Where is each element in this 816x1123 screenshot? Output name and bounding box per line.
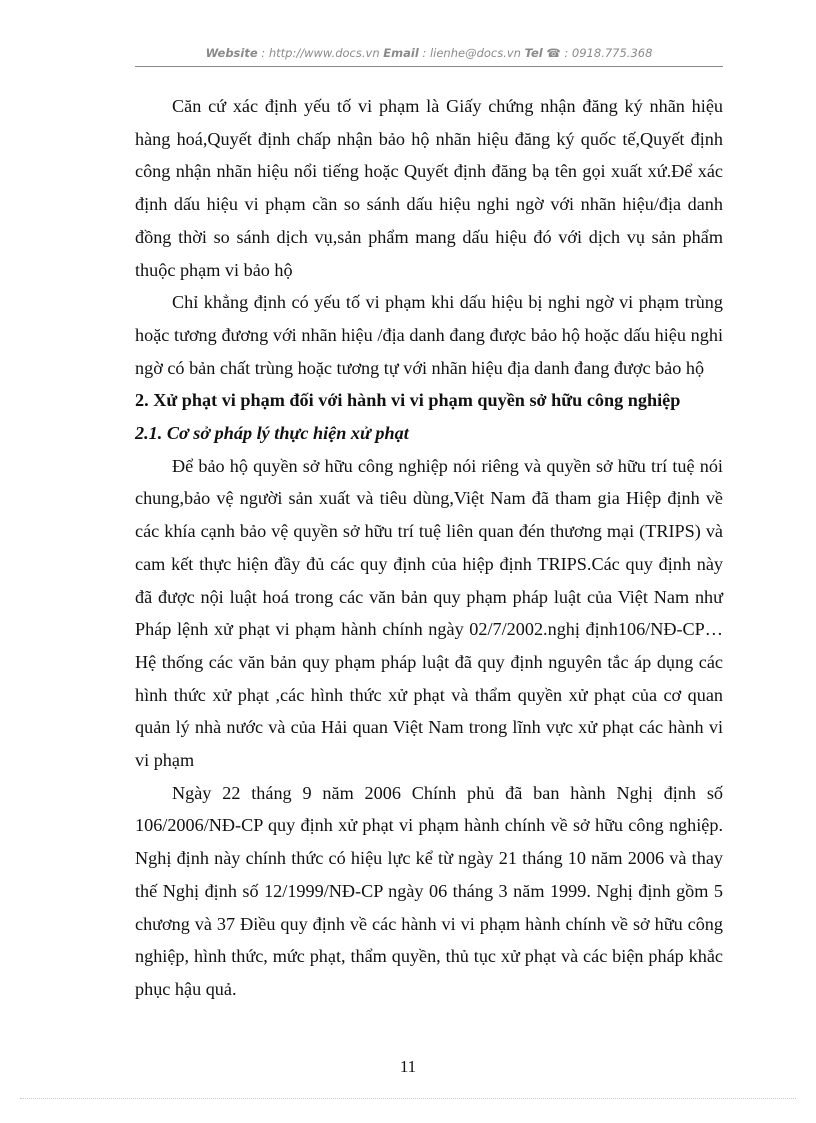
tel-label: Tel [524,46,543,60]
email-label: Email [383,46,419,60]
email-value: lienhe@docs.vn [429,46,521,60]
email-separator: : [418,46,430,60]
section-2-1-heading: 2.1. Cơ sở pháp lý thực hiện xử phạt [135,423,409,444]
website-url: http://www.docs.vn [268,46,380,60]
paragraph-4: Ngày 22 tháng 9 năm 2006 Chính phủ đã ban hành Nghị định số 106/2006/NĐ-CP quy định xử phạt vi phạm hành chính về sở hữu công nghiệp. Nghị định này chính thức có hiệu lực kể từ ngày 21 tháng 10 năm 2006 và thay thế Nghị định số 12/1999/NĐ-CP ngày 06 tháng 3 năm 1999. Nghị định gồm 5 chương và 37 Điều quy định về các hành vi vi phạm hành chính về sở hữu công nghiệp, hình thức, mức phạt, thẩm quyền, thủ tục xử phạt và các biện pháp khắc phục hậu quả. [135,782,723,999]
website-label: Website [205,46,258,60]
phone-icon: ☎ : [542,46,572,60]
page-header [135,46,723,60]
paragraph-2: Chỉ khẳng định có yếu tố vi phạm khi dấu hiệu bị nghi ngờ vi phạm trùng hoặc tương đương với nhãn hiệu /địa danh đang được bảo hộ hoặc dấu hiệu nghi ngờ có bản chất trùng hoặc tương tự với nhãn hiệu địa danh đang được bảo hộ [135,292,723,378]
document-body [135,90,723,1006]
paragraph-1: Căn cứ xác định yếu tố vi phạm là Giấy chứng nhận đăng ký nhãn hiệu hàng hoá,Quyết định chấp nhận bảo hộ nhãn hiệu đăng ký quốc tế,Quyết định công nhận nhãn hiệu nổi tiếng hoặc Quyết định đăng bạ tên gọi xuất xứ.Để xác định dấu hiệu vi phạm cần so sánh dấu hiệu nghi ngờ với nhãn hiệu/địa danh đồng thời so sánh dịch vụ,sản phẩm mang dấu hiệu đó với dịch vụ sản phẩm thuộc phạm vi bảo hộ [135,96,723,280]
website-separator: : [257,46,269,60]
page-bottom-divider [20,1098,796,1099]
section-2-heading: 2. Xử phạt vi phạm đối với hành vi vi phạm quyền sở hữu công nghiệp [135,390,681,411]
page-number: 11 [399,1057,417,1076]
header-divider [135,66,723,67]
paragraph-3: Để bảo hộ quyền sở hữu công nghiệp nói riêng và quyền sở hữu trí tuệ nói chung,bảo vệ người sản xuất và tiêu dùng,Việt Nam đã tham gia Hiệp định về các khía cạnh bảo vệ quyền sở hữu trí tuệ liên quan đén thương mại (TRIPS) và cam kết thực hiện đầy đủ các quy định của hiệp định TRIPS.Các quy định này đã được nội luật hoá trong các văn bản quy phạm pháp luật của Việt Nam như Pháp lệnh xử phạt vi phạm hành chính ngày 02/7/2002.nghị định106/NĐ-CP…Hệ thống các văn bản quy phạm pháp luật đã quy định nguyên tắc áp dụng các hình thức xử phạt ,các hình thức xử phạt và thẩm quyền xử phạt của cơ quan quản lý nhà nước và của Hải quan Việt Nam trong lĩnh vực xử phạt các hành vi vi phạm [135,455,723,771]
tel-value: 0918.775.368 [571,46,653,60]
